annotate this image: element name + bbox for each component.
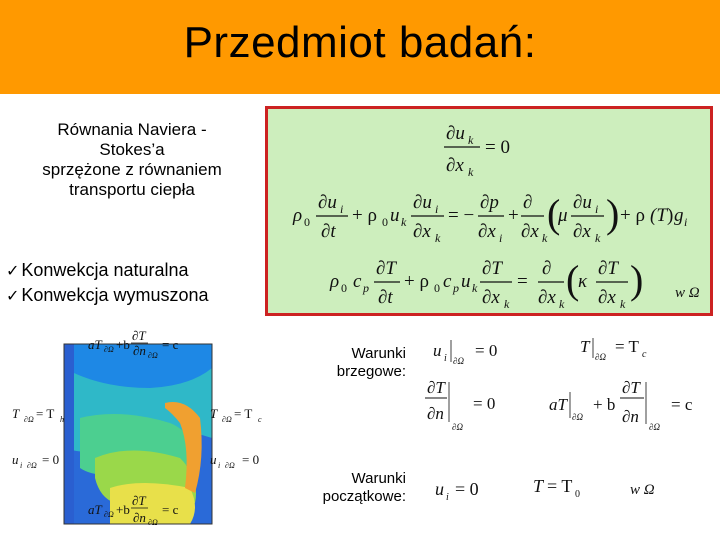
- svg-text:∂T: ∂T: [598, 258, 618, 279]
- svg-text:c: c: [353, 271, 362, 292]
- slide-title: Przedmiot badań:: [183, 18, 537, 67]
- svg-text:+b: +b: [116, 502, 130, 517]
- svg-text:u: u: [435, 479, 444, 499]
- svg-text:= 0: = 0: [475, 341, 498, 360]
- svg-text:∂Ω: ∂Ω: [148, 351, 158, 360]
- svg-text:∂T: ∂T: [427, 378, 445, 397]
- svg-text:i: i: [340, 202, 344, 216]
- svg-text:T: T: [210, 406, 218, 421]
- energy-equation: [329, 257, 643, 311]
- svg-text:∂T: ∂T: [132, 493, 146, 508]
- domain-label: w Ω: [675, 285, 700, 301]
- svg-text:κ: κ: [578, 271, 588, 292]
- svg-text:aT: aT: [88, 337, 102, 352]
- svg-text:+ ρ: + ρ: [404, 271, 429, 292]
- svg-text:T: T: [580, 337, 590, 356]
- svg-text:∂t: ∂t: [321, 221, 336, 242]
- svg-text:∂: ∂: [542, 258, 552, 279]
- svg-text:+ ρ: + ρ: [352, 205, 377, 226]
- svg-text:k: k: [542, 231, 548, 245]
- svg-text:c: c: [642, 349, 647, 360]
- svg-text:0: 0: [382, 215, 388, 229]
- svg-text:+ ρ: + ρ: [620, 205, 645, 226]
- svg-text:g: g: [674, 205, 684, 226]
- svg-text:p: p: [453, 281, 459, 295]
- label-line: brzegowe:: [336, 363, 406, 380]
- svg-text:k: k: [472, 281, 478, 295]
- svg-text:∂T: ∂T: [482, 258, 502, 279]
- svg-text:= 0: = 0: [485, 137, 510, 158]
- svg-text:∂x: ∂x: [573, 221, 591, 242]
- svg-text:0: 0: [575, 489, 580, 500]
- svg-text:u: u: [461, 271, 471, 292]
- svg-text:i: i: [444, 353, 447, 364]
- svg-text:ρ: ρ: [330, 271, 340, 292]
- svg-text:= 0: = 0: [473, 394, 496, 413]
- svg-text:T: T: [12, 406, 20, 421]
- bullet-item: [6, 283, 209, 308]
- svg-text:∂x: ∂x: [413, 221, 431, 242]
- svg-text:): ): [667, 205, 674, 226]
- svg-text:= T: = T: [234, 406, 253, 421]
- initial-conditions-label: [300, 470, 406, 506]
- svg-text:k: k: [559, 297, 565, 311]
- svg-text:(: (: [547, 191, 561, 236]
- svg-text:∂Ω: ∂Ω: [148, 518, 158, 527]
- momentum-equation: [292, 191, 687, 245]
- svg-text:= c: = c: [671, 395, 693, 414]
- svg-text:∂u: ∂u: [318, 192, 337, 213]
- svg-text:∂Ω: ∂Ω: [27, 461, 37, 470]
- simulation-figure: [0, 328, 300, 540]
- svg-text:0: 0: [434, 281, 440, 295]
- label-line: Warunki: [351, 470, 406, 487]
- svg-text:= T: = T: [615, 337, 639, 356]
- svg-text:= c: = c: [162, 502, 179, 517]
- svg-text:h: h: [60, 415, 64, 424]
- svg-text:∂p: ∂p: [480, 192, 499, 213]
- svg-text:T: T: [533, 476, 544, 496]
- svg-text:c: c: [258, 415, 262, 424]
- checkmark-icon: ✓: [6, 261, 20, 280]
- svg-text:aT: aT: [88, 502, 102, 517]
- description-line: Stokes’a: [99, 140, 165, 159]
- svg-text:aT: aT: [549, 395, 567, 414]
- svg-text:∂: ∂: [523, 192, 533, 213]
- svg-text:= c: = c: [162, 337, 179, 352]
- temperature-field-plot: [0, 328, 300, 540]
- bullet-label: Konwekcja wymuszona: [21, 285, 209, 305]
- svg-text:∂n: ∂n: [427, 404, 444, 423]
- svg-text:i: i: [20, 461, 23, 470]
- svg-text:+ b: + b: [593, 395, 616, 414]
- svg-text:u: u: [433, 341, 442, 360]
- svg-text:∂Ω: ∂Ω: [104, 345, 114, 354]
- svg-text:i: i: [499, 231, 503, 245]
- description-line: sprzężone z równaniem: [42, 160, 222, 179]
- svg-text:∂Ω: ∂Ω: [24, 415, 34, 424]
- svg-text:i: i: [684, 215, 688, 229]
- domain-label: w Ω: [630, 482, 655, 498]
- svg-text:∂Ω: ∂Ω: [595, 352, 606, 362]
- svg-text:k: k: [504, 297, 510, 311]
- svg-text:∂x: ∂x: [538, 287, 556, 308]
- svg-text:∂Ω: ∂Ω: [453, 356, 464, 366]
- svg-text:0: 0: [341, 281, 347, 295]
- svg-text:∂x: ∂x: [478, 221, 496, 242]
- svg-text:∂x: ∂x: [598, 287, 616, 308]
- svg-text:= −: = −: [448, 205, 475, 226]
- svg-text:∂u: ∂u: [413, 192, 432, 213]
- svg-text:∂u: ∂u: [446, 123, 465, 144]
- svg-text:+b: +b: [116, 337, 130, 352]
- svg-text:c: c: [443, 271, 452, 292]
- svg-text:+: +: [508, 205, 519, 226]
- svg-text:= T: = T: [547, 476, 573, 496]
- svg-text:∂T: ∂T: [376, 258, 396, 279]
- svg-text:= 0: = 0: [42, 452, 60, 467]
- svg-text:∂n: ∂n: [133, 510, 146, 525]
- svg-text:u: u: [210, 452, 217, 467]
- checkmark-icon: ✓: [6, 286, 20, 305]
- svg-text:∂Ω: ∂Ω: [104, 510, 114, 519]
- svg-text:μ: μ: [558, 205, 568, 226]
- svg-text:p: p: [363, 281, 369, 295]
- svg-text:=: =: [517, 271, 528, 292]
- continuity-equation: [444, 123, 510, 179]
- svg-text:): ): [606, 191, 620, 236]
- svg-text:∂Ω: ∂Ω: [225, 461, 235, 470]
- svg-text:(: (: [566, 257, 580, 302]
- svg-text:i: i: [435, 202, 439, 216]
- svg-text:k: k: [435, 231, 441, 245]
- svg-text:u: u: [12, 452, 19, 467]
- svg-text:= 0: = 0: [242, 452, 260, 467]
- svg-text:k: k: [468, 133, 474, 147]
- svg-text:∂n: ∂n: [133, 343, 146, 358]
- svg-text:∂x: ∂x: [521, 221, 539, 242]
- description: [18, 120, 246, 200]
- label-line: Warunki: [351, 345, 406, 362]
- svg-text:0: 0: [304, 215, 310, 229]
- boundary-equations: [425, 330, 715, 435]
- svg-text:∂Ω: ∂Ω: [452, 422, 463, 432]
- bullet-item: [6, 258, 209, 283]
- description-line: transportu ciepła: [69, 180, 195, 199]
- svg-text:∂T: ∂T: [622, 378, 640, 397]
- svg-text:k: k: [595, 231, 601, 245]
- description-line: Równania Naviera -: [57, 120, 207, 139]
- svg-text:∂Ω: ∂Ω: [222, 415, 232, 424]
- svg-text:i: i: [218, 461, 221, 470]
- svg-text:∂n: ∂n: [622, 407, 639, 426]
- svg-text:k: k: [468, 165, 474, 179]
- svg-text:∂u: ∂u: [573, 192, 592, 213]
- bullet-list: [6, 258, 209, 308]
- label-line: początkowe:: [322, 488, 406, 505]
- svg-text:k: k: [401, 215, 407, 229]
- svg-text:i: i: [595, 202, 599, 216]
- svg-text:k: k: [620, 297, 626, 311]
- svg-text:= 0: = 0: [455, 479, 479, 499]
- bullet-label: Konwekcja naturalna: [21, 260, 189, 280]
- svg-text:): ): [630, 257, 644, 302]
- svg-text:u: u: [390, 205, 400, 226]
- svg-text:∂T: ∂T: [132, 328, 146, 343]
- svg-text:∂x: ∂x: [446, 155, 464, 176]
- svg-text:(T: (T: [650, 205, 667, 226]
- svg-text:ρ: ρ: [293, 205, 303, 226]
- boundary-conditions-label: [300, 345, 406, 381]
- svg-text:∂Ω: ∂Ω: [649, 422, 660, 432]
- svg-text:= T: = T: [36, 406, 55, 421]
- svg-text:∂x: ∂x: [482, 287, 500, 308]
- svg-text:∂t: ∂t: [378, 287, 393, 308]
- governing-equations: [268, 109, 710, 313]
- initial-equations: [425, 470, 715, 510]
- svg-text:i: i: [446, 492, 449, 503]
- equation-box: [265, 106, 713, 316]
- svg-text:∂Ω: ∂Ω: [572, 412, 583, 422]
